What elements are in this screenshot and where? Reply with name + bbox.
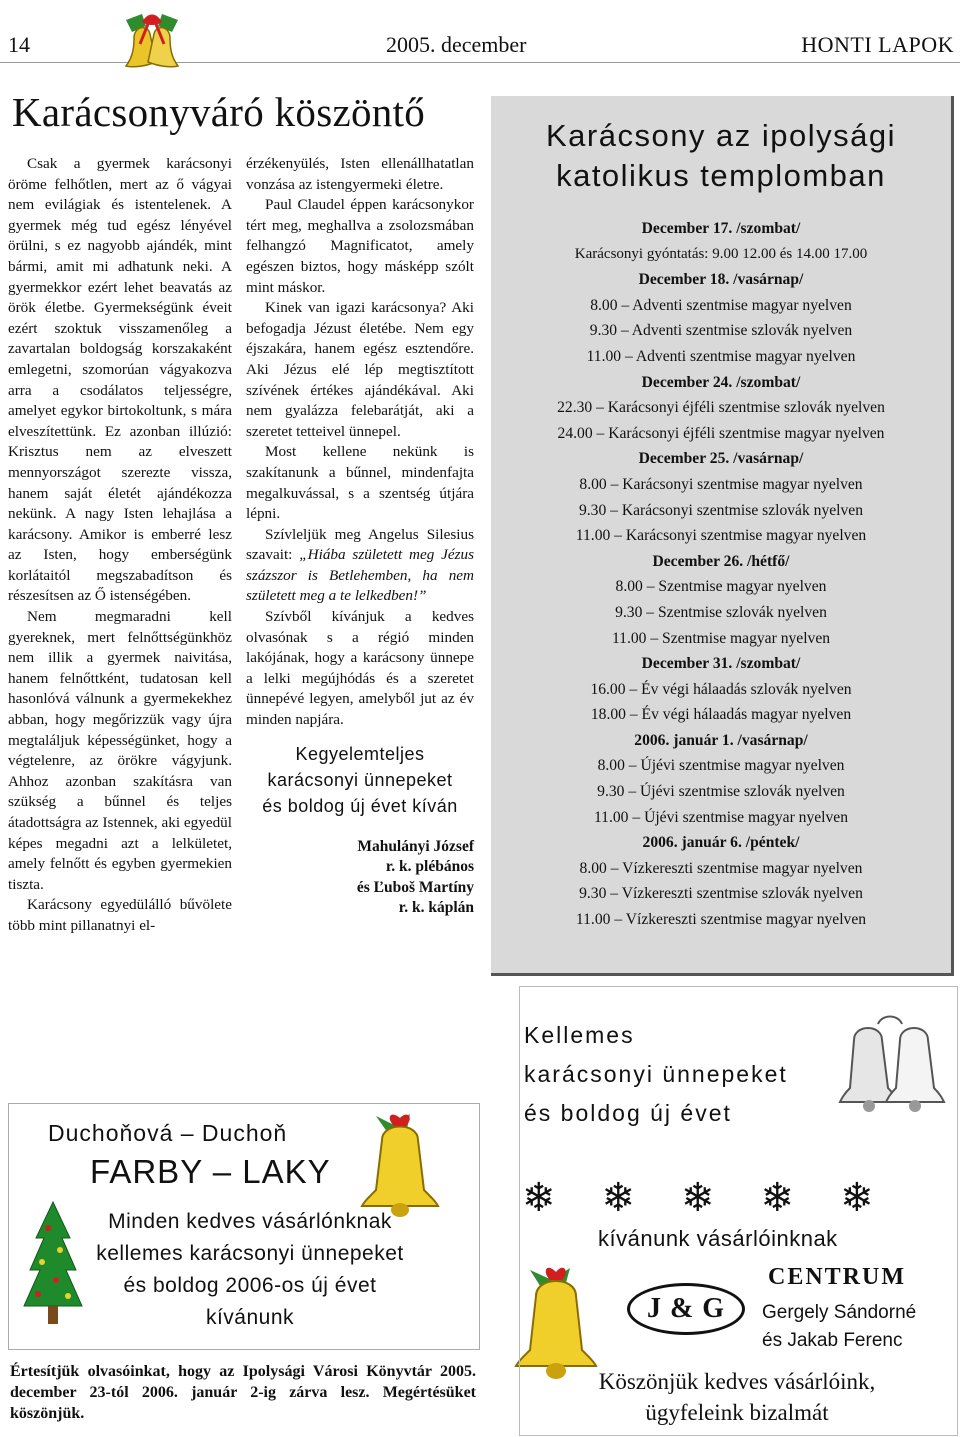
schedule-entry: 9.30 – Karácsonyi szentmise szlovák nyelven	[578, 501, 864, 519]
church-title-line: katolikus templomban	[556, 158, 886, 193]
snowflake-row-icon: ❄ ❄ ❄ ❄ ❄	[522, 1175, 892, 1220]
jg-wish-2: kívánunk vásárlóinknak	[598, 1226, 838, 1251]
quote-paragraph	[246, 525, 474, 607]
schedule-date: December 31. /szombat/	[641, 655, 801, 673]
ad-wish-line: kívánunk	[205, 1306, 295, 1329]
schedule-date: December 17. /szombat/	[641, 220, 801, 237]
jg-wish-line: Kellemes	[524, 1022, 635, 1048]
article-title: Karácsonyváró köszöntő	[12, 89, 426, 135]
silver-bells-icon	[830, 1010, 950, 1120]
schedule-entry: 9.30 – Vízkereszti szentmise szlovák nyelven	[579, 885, 863, 903]
schedule-entry: Karácsonyi gyóntatás: 9.00 12.00 és 14.00 17.00	[574, 245, 868, 262]
schedule-entry: 9.30 – Újévi szentmise szlovák nyelven	[597, 783, 845, 801]
quote-intro: Szívleljük meg Angelus Silesius szavait:	[246, 525, 474, 564]
article-paragraph: Csak a gyermek karácsonyi öröme felhőtlen, mert az ő vágyai nem evilágiak és istentelenek. A gyermek még tud egész lényével örülni, s ez nagyobb ajándék, mint bármi, amit mi adhatunk neki. A gyermekkor ezért lehet beavatás az örök életbe. Gyermekségünk éveit ezért szoktuk visszamenőleg a zavartalan boldogság korszakaként emlegetni, szomorúan vágyakozva arra a csodálatos teljességre, amelyet egykor birtokoltunk, s mára elveszítettünk. Ez azonban illúzió: Krisztus nem az elveszett mennyországot szerezte vissza, hanem saját életét ajándékozza nekünk. A nagy Isten lehajlása a karácsony. Amikor is emberré lesz az Isten, hogy emberségünk korlátaitól megszabadítson és részesítsen az Ő istenségében.	[8, 155, 232, 605]
schedule-entry: 22.30 – Karácsonyi éjféli szentmise szlovák nyelven	[557, 399, 885, 417]
ad-wish-line: kellemes karácsonyi ünnepeket	[96, 1242, 404, 1265]
jg-owner-line: és Jakab Ferenc	[762, 1330, 903, 1351]
article-column-1	[8, 154, 232, 937]
article-paragraph: Most kellene nekünk is szakítanunk a bűnnel, mindenfajta megalkuvással, s a szentség útjára lépni.	[246, 443, 474, 523]
schedule-entry: 11.00 – Adventi szentmise magyar nyelven	[586, 347, 856, 365]
schedule-entry: 8.00 – Adventi szentmise magyar nyelven	[590, 296, 852, 314]
article-paragraph: Kinek van igazi karácsonya? Aki befogadja Jézust életébe. Nem egy éjszakára, hanem egész esztendőre. Aki Jézus elé lép megtisztított szívének értékes ajándékával. Aki nem gyalázza felebarátját, aki a szeretet tetteivel ünnepel.	[246, 299, 474, 440]
schedule-entry: 11.00 – Újévi szentmise magyar nyelven	[593, 808, 849, 826]
schedule-entry: 16.00 – Év végi hálaadás szlovák nyelven	[590, 680, 852, 698]
schedule-date: 2006. január 1. /vasárnap/	[634, 731, 808, 749]
schedule-date: 2006. január 6. /péntek/	[642, 834, 800, 852]
schedule-entry: 11.00 – Karácsonyi szentmise magyar nyelven	[575, 527, 867, 545]
signature-line: r. k. káplán	[398, 899, 474, 917]
article-paragraph: Karácsony egyedülálló bűvölete több mint pillanatnyi el-	[8, 896, 232, 934]
jg-owner-line: Gergely Sándorné	[762, 1302, 917, 1323]
schedule-entry: 9.30 – Adventi szentmise szlovák nyelven	[589, 322, 853, 340]
jg-thanks-line: Köszönjük kedves vásárlóink,	[598, 1369, 876, 1394]
article-paragraph: érzékenyülés, Isten ellenállhatatlan vonzása az istengyermeki életre.	[246, 155, 474, 193]
schedule-entry: 9.30 – Szentmise szlovák nyelven	[615, 603, 827, 621]
ad-brand: FARBY – LAKY	[90, 1153, 331, 1190]
signature-line: r. k. plébános	[385, 858, 474, 876]
signature-line: és Ľuboš Martíny	[356, 878, 474, 896]
greeting	[246, 741, 474, 819]
article-paragraph: Paul Claudel éppen karácsonykor tért meg, meghallva a zsolozsmában felhangzó Magnificatot, amely egészen biztos, hogy másképp szólt mint máskor.	[246, 196, 474, 296]
ad-owners: Duchoňová – Duchoň	[48, 1120, 288, 1146]
schedule-entry: 24.00 – Karácsonyi éjféli szentmise magyar nyelven	[557, 424, 885, 442]
article-paragraph: Nem megmaradni kell gyereknek, mert felnőttségünkhöz nem illik a gyermek naivitása, hanem felnőttként, tudatosan kell hasonlóvá válnunk a gyermekekhez abban, hogy megőrizzük vagy újra megtaláljuk képességünket, hogy a végtelenre, az örökre vágyjunk. Ahhoz azonban szakításra van szükség a bűnnel és teljes átadottságra az Istennek, aki egyedül képes megadni azt a lelkületet, amely felnőtt és egyben gyermekien tiszta.	[8, 608, 232, 893]
jg-wish	[524, 1016, 788, 1133]
schedule-date: December 24. /szombat/	[641, 373, 801, 391]
ad-wish-line: és boldog 2006-os új évet	[123, 1274, 377, 1297]
bell-icon	[350, 1106, 450, 1226]
angelus-silesius-quote: „Hiába született meg Jézus százszor is Betlehemben, ha nem született meg a te lelkedben!”	[246, 546, 475, 605]
article-paragraph: Szívből kívánjuk a kedves olvasónak s a régió minden lakójának, hogy a karácsony ünnepe a lelki megújhódás és a szeretet ünnepévé legyen, amelyből jut az év minden napjára.	[246, 608, 474, 729]
greeting-line: karácsonyi ünnepeket	[267, 769, 453, 790]
schedule-entry: 8.00 – Újévi szentmise magyar nyelven	[597, 757, 845, 775]
schedule-entry: 8.00 – Szentmise magyar nyelven	[615, 578, 827, 596]
shop-name: CENTRUM	[768, 1264, 906, 1290]
signature-line: Mahulányi József	[357, 837, 474, 855]
ad-wish-line: Minden kedves vásárlónknak	[108, 1210, 392, 1233]
jg-logo: J & G	[627, 1283, 745, 1335]
jg-thanks-line: ügyfeleink bizalmát	[645, 1400, 829, 1425]
greeting-line: Kegyelemteljes	[295, 743, 425, 764]
schedule-entry: 8.00 – Karácsonyi szentmise magyar nyelven	[579, 475, 863, 493]
church-schedule-box	[491, 96, 954, 976]
bells-icon	[112, 4, 192, 80]
church-box-title	[491, 116, 951, 196]
schedule-date: December 26. /hétfő/	[652, 552, 790, 570]
article-column-2	[246, 154, 474, 919]
publication-name: HONTI LAPOK	[801, 32, 954, 57]
page-number: 14	[8, 32, 30, 57]
schedule-entry: 11.00 – Vízkereszti szentmise magyar nyelven	[575, 911, 867, 929]
schedule-entry: 11.00 – Szentmise magyar nyelven	[611, 629, 831, 647]
schedule-date: December 25. /vasárnap/	[638, 450, 804, 468]
greeting-line: és boldog új évet kíván	[262, 795, 458, 816]
mass-schedule	[491, 216, 951, 933]
jg-owners	[762, 1299, 916, 1355]
issue-date: 2005. december	[386, 32, 527, 57]
jg-thanks	[520, 1366, 954, 1428]
church-title-line: Karácsony az ipolysági	[545, 118, 897, 153]
library-notice: Értesítjük olvasóinkat, hogy az Ipolysági Városi Könyvtár 2005. december 23-tól 2006. január 2-ig zárva lesz. Megértésüket köszönjük.	[10, 1363, 476, 1422]
signature	[246, 837, 474, 919]
schedule-entry: 8.00 – Vízkereszti szentmise magyar nyelven	[579, 859, 863, 877]
jg-wish-line: karácsonyi ünnepeket	[524, 1061, 788, 1087]
christmas-tree-icon	[18, 1198, 88, 1338]
schedule-entry: 18.00 – Év végi hálaadás magyar nyelven	[590, 706, 852, 724]
schedule-date: December 18. /vasárnap/	[638, 271, 804, 289]
jg-wish-line: és boldog új évet	[524, 1100, 732, 1126]
